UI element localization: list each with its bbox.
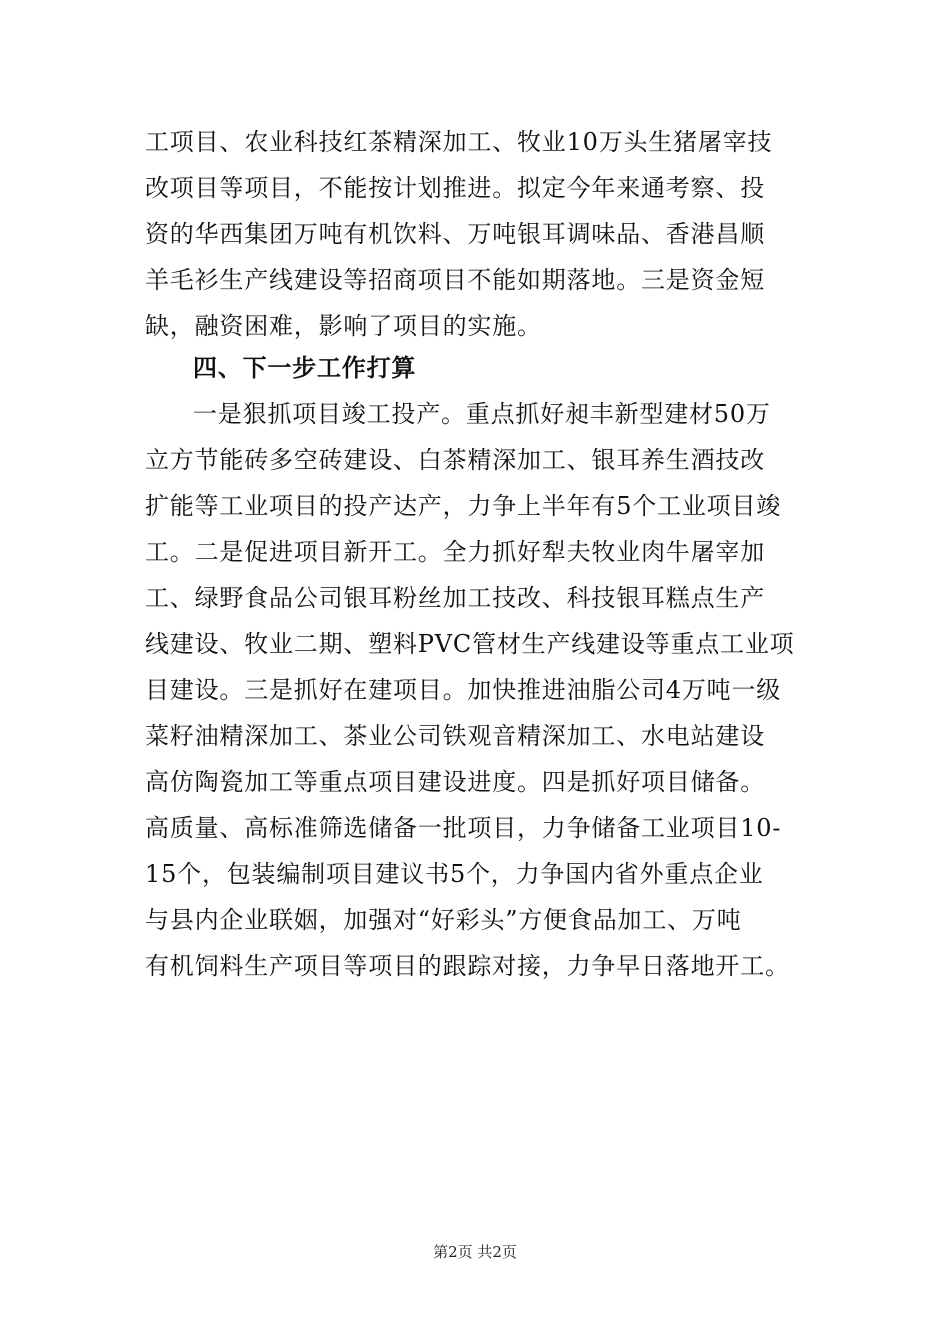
- paragraph-line: 羊毛衫生产线建设等招商项目不能如期落地。三是资金短: [145, 266, 765, 294]
- paragraph-line: 工、绿野食品公司银耳粉丝加工技改、科技银耳糕点生产: [145, 584, 765, 612]
- paragraph-line: 线建设、牧业二期、塑料PVC管材生产线建设等重点工业项: [145, 630, 795, 658]
- page-footer: 第2页 共2页: [433, 1243, 517, 1261]
- paragraph-line: 菜籽油精深加工、茶业公司铁观音精深加工、水电站建设: [145, 722, 765, 750]
- paragraph-line: 立方节能砖多空砖建设、白茶精深加工、银耳养生酒技改: [145, 446, 765, 474]
- paragraph-line: 高质量、高标准筛选储备一批项目，力争储备工业项目10-: [145, 814, 782, 842]
- paragraph-line: 目建设。三是抓好在建项目。加快推进油脂公司4万吨一级: [145, 676, 782, 704]
- paragraph-line: 资的华西集团万吨有机饮料、万吨银耳调味品、香港昌顺: [145, 220, 765, 248]
- paragraph-line: 有机饲料生产项目等项目的跟踪对接，力争早日落地开工。: [145, 952, 790, 980]
- section-heading: 四、下一步工作打算: [193, 353, 417, 382]
- paragraph-line: 工项目、农业科技红茶精深加工、牧业10万头生猪屠宰技: [145, 128, 773, 156]
- paragraph-line: 与县内企业联姻，加强对“好彩头”方便食品加工、万吨: [145, 906, 742, 934]
- paragraph-line: 15个，包装编制项目建议书5个，力争国内省外重点企业: [145, 860, 764, 888]
- paragraph-line: 一是狠抓项目竣工投产。重点抓好昶丰新型建材50万: [193, 400, 771, 428]
- paragraph-line: 缺，融资困难，影响了项目的实施。: [145, 312, 542, 340]
- paragraph-line: 工。二是促进项目新开工。全力抓好犁夫牧业肉牛屠宰加: [145, 538, 765, 566]
- paragraph-line: 高仿陶瓷加工等重点项目建设进度。四是抓好项目储备。: [145, 768, 765, 796]
- paragraph-line: 扩能等工业项目的投产达产，力争上半年有5个工业项目竣: [145, 492, 782, 520]
- paragraph-line: 改项目等项目，不能按计划推进。拟定今年来通考察、投: [145, 174, 765, 202]
